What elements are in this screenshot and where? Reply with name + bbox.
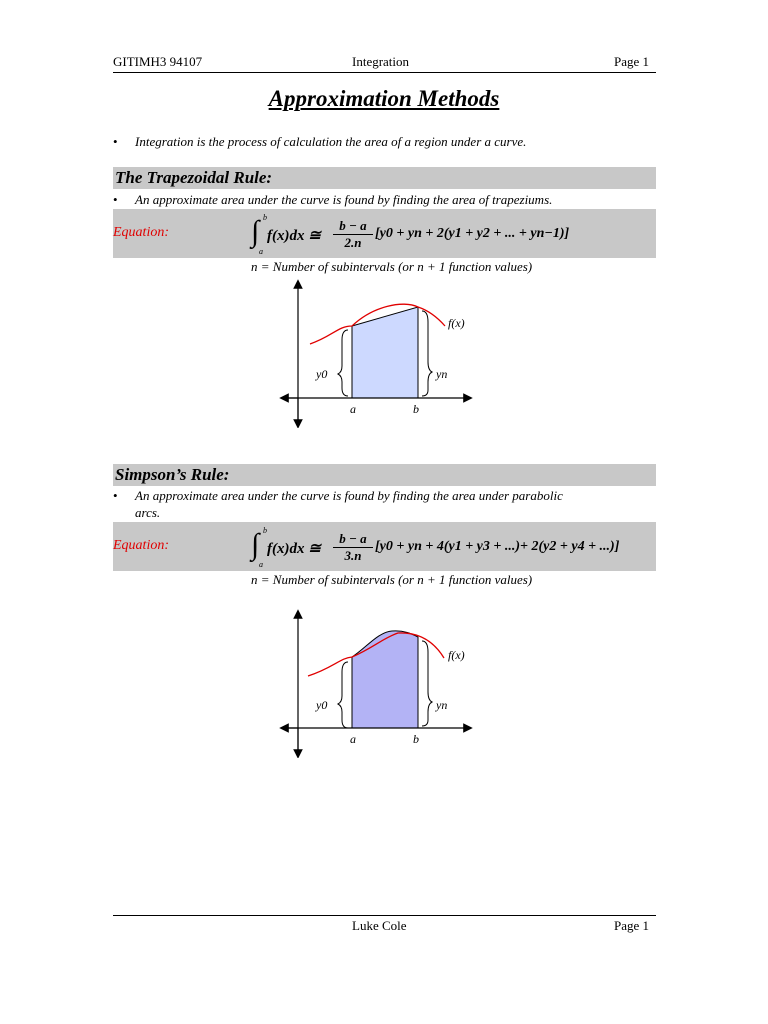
simpson-graph <box>278 608 498 758</box>
trapezoidal-equation-band <box>113 209 656 258</box>
simpson-a-label: a <box>350 732 356 746</box>
fraction-numerator: b − a <box>333 531 373 548</box>
trapezoidal-b-label: b <box>413 402 419 416</box>
trapezoidal-yn-label: yn <box>436 367 448 381</box>
fraction-denominator: 2.n <box>344 235 362 250</box>
simpson-bullet-line1: An approximate area under the curve is found by finding the area under parabolic <box>135 488 563 503</box>
intro-bullet <box>113 134 673 152</box>
trapezoidal-heading-band <box>113 167 656 189</box>
footer-page: Page 1 <box>614 918 650 933</box>
header-page: Page 1 <box>614 54 650 69</box>
y0-brace <box>338 330 348 396</box>
trapezoidal-heading: The Trapezoidal Rule: <box>115 168 273 187</box>
fraction-denominator: 3.n <box>344 548 362 563</box>
intro-bullet-text: Integration is the process of calculation the area of a region under a curve. <box>135 134 527 149</box>
footer-author: Luke Cole <box>352 918 407 933</box>
trapezoidal-a-label: a <box>350 402 356 416</box>
simpson-note: n = Number of subintervals (or n + 1 function values) <box>251 572 533 587</box>
trapezoidal-bullet <box>113 192 673 210</box>
simpson-y0-label: y0 <box>316 698 328 712</box>
bullet-dot: • <box>113 488 118 503</box>
fraction-numerator: b − a <box>333 218 373 235</box>
header-rule <box>113 72 656 73</box>
simpson-yn-label: yn <box>436 698 448 712</box>
integrand: f(x)dx ≅ <box>267 228 321 244</box>
trapezoidal-bullet-text: An approximate area under the curve is found by finding the area of trapeziums. <box>135 192 553 207</box>
fraction <box>333 531 373 564</box>
simpson-b-label: b <box>413 732 419 746</box>
simpson-equation <box>251 524 651 570</box>
bullet-dot: • <box>113 134 118 149</box>
lower-limit: a <box>259 560 263 569</box>
header-code: GITIMH3 94107 <box>113 54 203 69</box>
simpson-equation-label: Equation: <box>113 538 169 553</box>
lower-limit: a <box>259 247 263 256</box>
trapezoidal-equation <box>251 211 651 257</box>
simpson-bullet-line2: arcs. <box>135 505 161 520</box>
footer-rule <box>113 915 656 916</box>
upper-limit: b <box>263 526 267 535</box>
trapezoid-area <box>352 307 418 398</box>
simpson-heading: Simpson’s Rule: <box>115 465 230 484</box>
simpson-heading-band <box>113 464 656 486</box>
page-title: Approximation Methods <box>268 86 500 111</box>
bullet-dot: • <box>113 192 118 207</box>
parabolic-area <box>352 631 418 728</box>
trapezoidal-y0-label: y0 <box>316 367 328 381</box>
yn-brace <box>422 641 432 726</box>
simpson-fx-label: f(x) <box>448 648 465 662</box>
trapezoidal-fx-label: f(x) <box>448 316 465 330</box>
trapezoidal-equation-label: Equation: <box>113 225 169 240</box>
trapezoidal-note: n = Number of subintervals (or n + 1 function values) <box>251 259 533 274</box>
header-topic: Integration <box>352 54 410 69</box>
integrand: f(x)dx ≅ <box>267 541 321 557</box>
simpson-bullet <box>113 488 673 522</box>
y0-brace <box>338 662 348 728</box>
fraction <box>333 218 373 251</box>
integral-sign: ∫ <box>251 528 260 561</box>
integral-sign: ∫ <box>251 215 260 248</box>
upper-limit: b <box>263 213 267 222</box>
trapezoidal-graph <box>278 278 498 428</box>
yn-brace <box>422 311 432 396</box>
equation-rest: [y0 + yn + 2(y1 + y2 + ... + yn−1)] <box>375 226 570 241</box>
simpson-equation-band <box>113 522 656 571</box>
equation-rest: [y0 + yn + 4(y1 + y3 + ...)+ 2(y2 + y4 + ...)] <box>375 539 620 554</box>
